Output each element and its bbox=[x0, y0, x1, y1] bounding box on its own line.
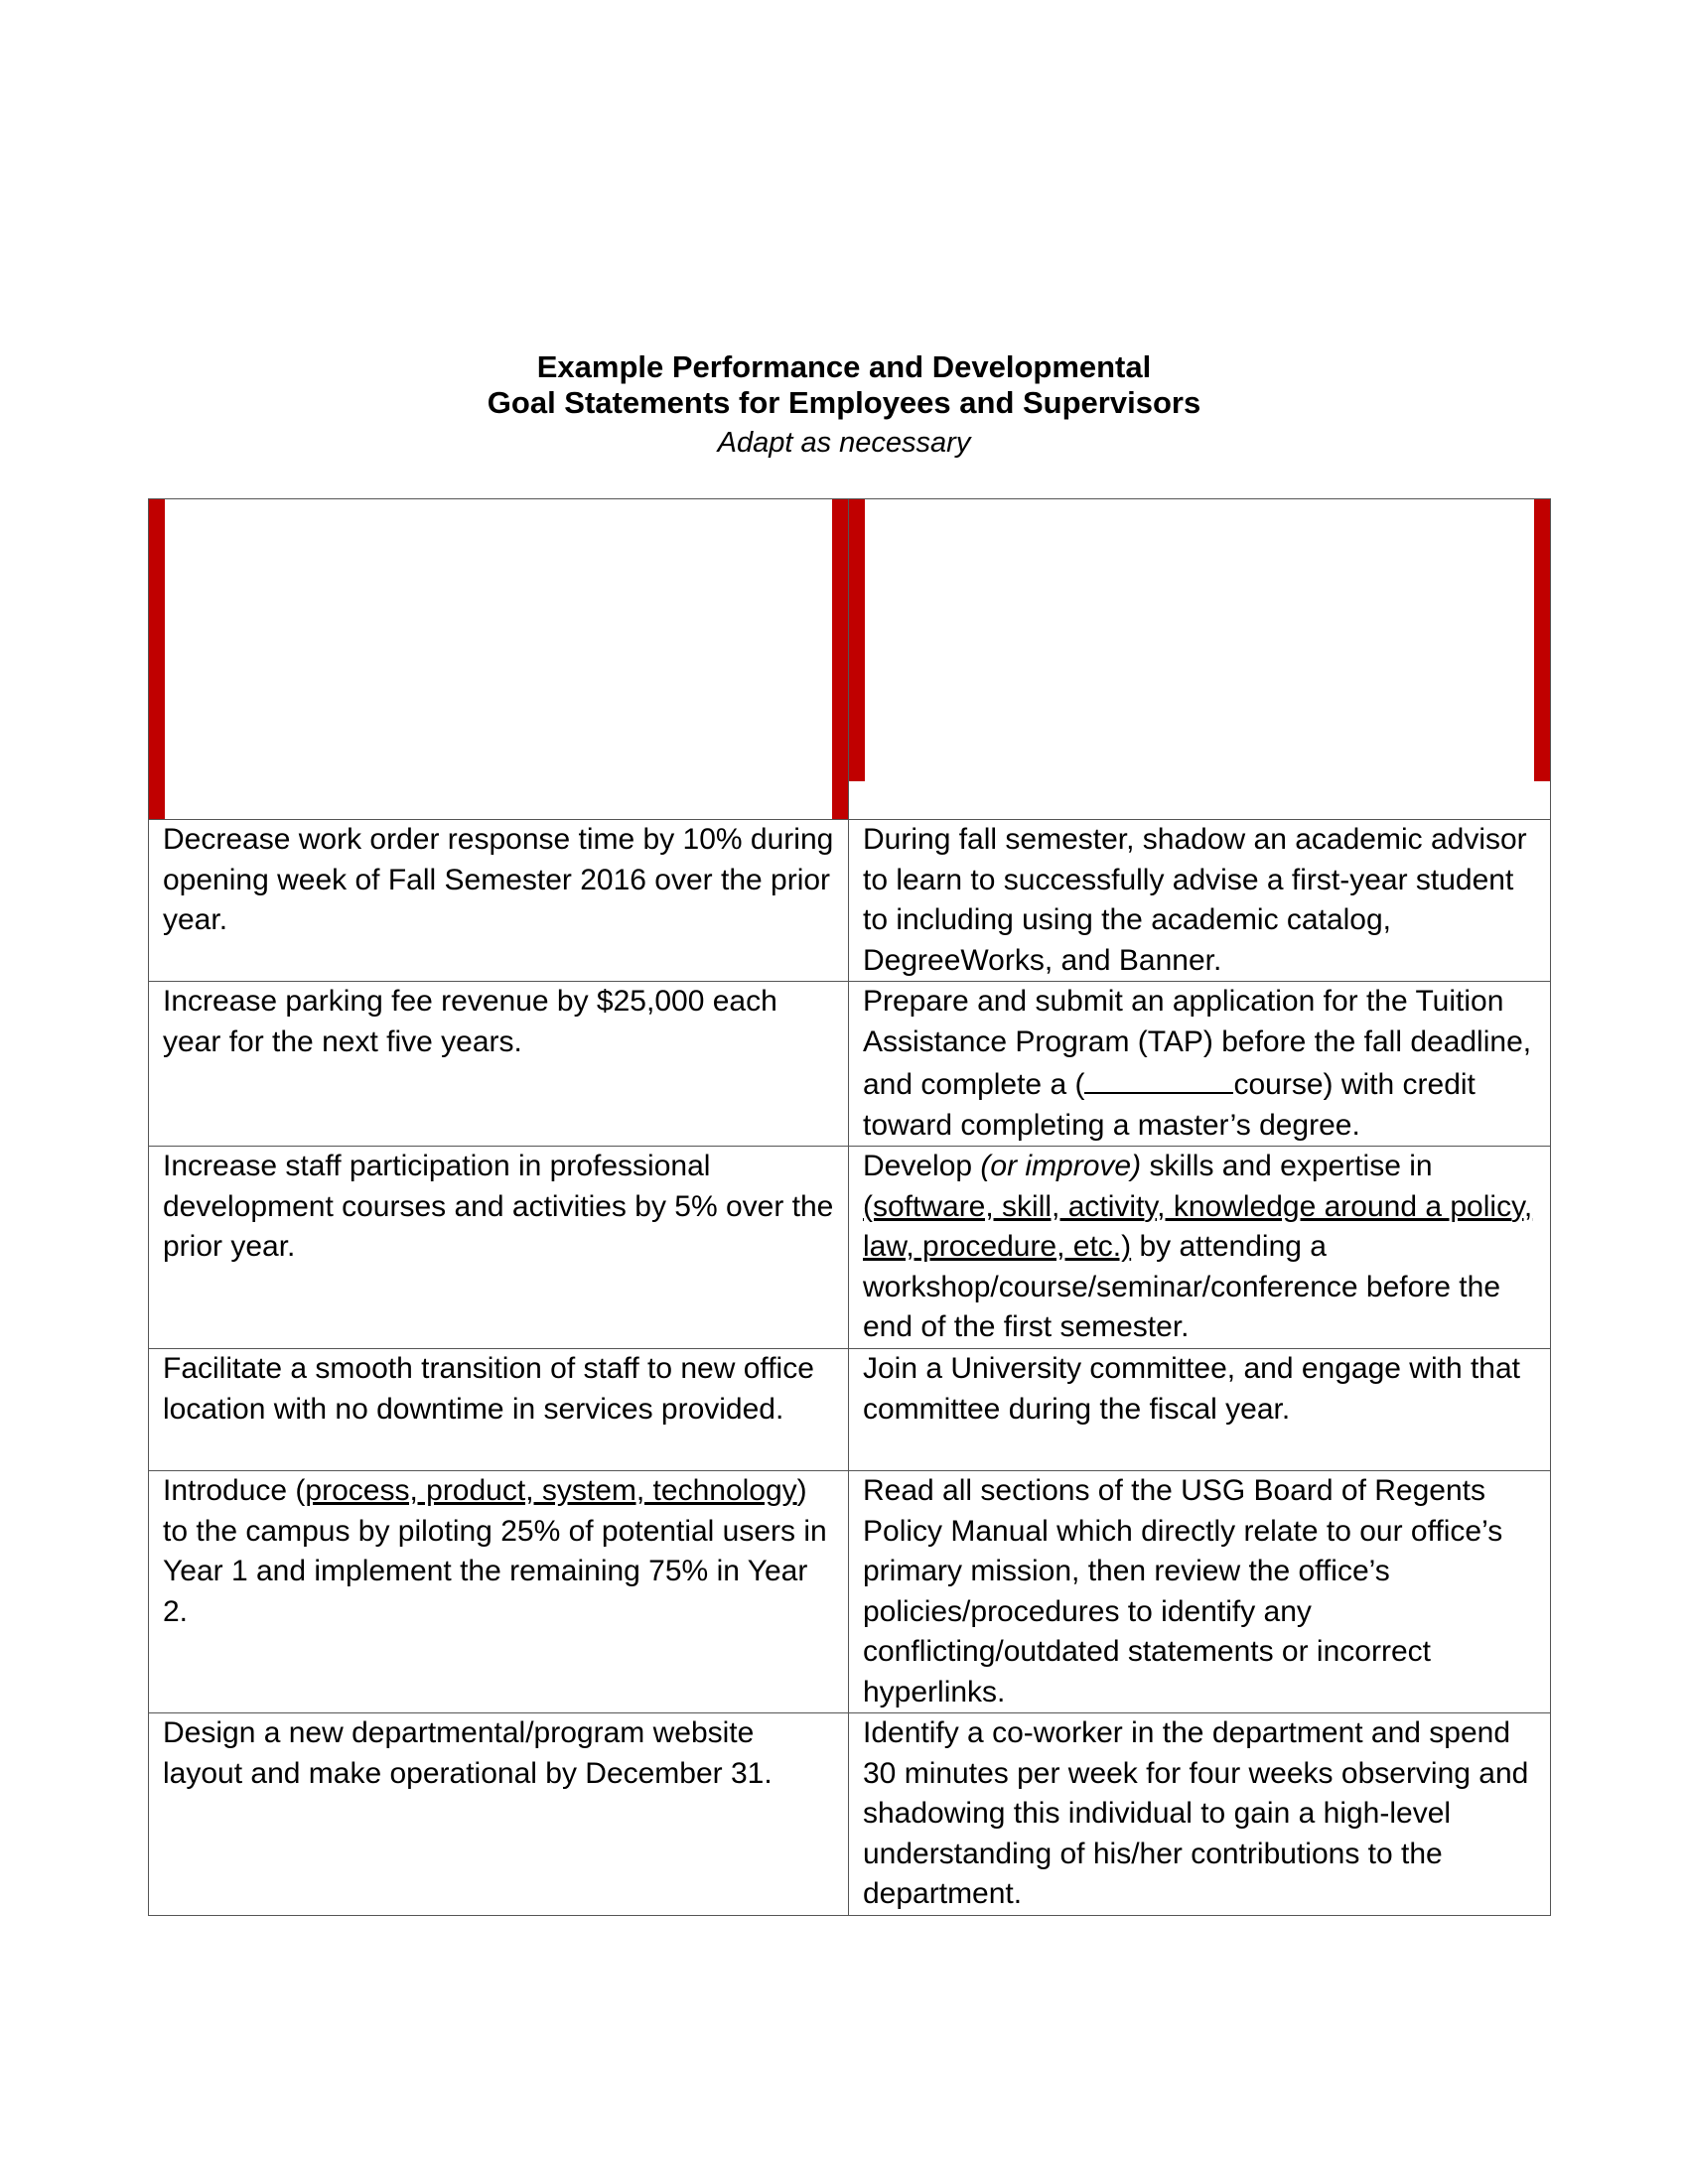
developmental-text-after-blank: course) with credit toward completing a master’s degree. bbox=[863, 1068, 1476, 1142]
developmental-text-part2: skills and expertise in bbox=[1141, 1150, 1433, 1182]
developmental-text-part3: by attending a workshop/course/seminar/conference before the end of the first semester. bbox=[863, 1230, 1501, 1343]
header-accent-bar-divider-left bbox=[832, 499, 848, 819]
performance-text-underlined: process, product, system, technology bbox=[305, 1474, 797, 1507]
table-row bbox=[149, 982, 1551, 1147]
table-row bbox=[149, 820, 1551, 982]
table-row bbox=[149, 1147, 1551, 1349]
goals-table bbox=[148, 498, 1551, 1916]
table-header-row bbox=[149, 499, 1551, 820]
developmental-text-part1: Develop bbox=[863, 1150, 981, 1182]
performance-text-part1: Introduce ( bbox=[163, 1474, 306, 1507]
developmental-goal-cell: Read all sections of the USG Board of Regents Policy Manual which directly relate to our office’s primary mission, then review the office’s policies/procedures to identify any conflicting/outdated statements or incorrect hyperlinks. bbox=[849, 1471, 1551, 1713]
performance-goal-cell: Increase staff participation in professional development courses and activities by 5% over the prior year. bbox=[149, 1147, 849, 1349]
performance-goal-cell: Facilitate a smooth transition of staff to new office location with no downtime in services provided. bbox=[149, 1349, 849, 1471]
developmental-goal-cell bbox=[849, 1147, 1551, 1349]
header-cell-performance bbox=[149, 499, 849, 820]
table-row bbox=[149, 1471, 1551, 1713]
document-title-line-1: Example Performance and Developmental bbox=[536, 349, 1152, 384]
header-accent-bar-right bbox=[1534, 499, 1550, 781]
document-subtitle: Adapt as necessary bbox=[717, 427, 971, 459]
performance-goal-cell: Decrease work order response time by 10% during opening week of Fall Semester 2016 over the prior year. bbox=[149, 820, 849, 982]
table-row bbox=[149, 1349, 1551, 1471]
developmental-goal-cell bbox=[849, 982, 1551, 1147]
developmental-text-underlined: (software, skill, activity, knowledge around a policy, law, procedure, etc.) bbox=[863, 1189, 1533, 1263]
document-title-line-2: Goal Statements for Employees and Supervisors bbox=[487, 385, 1201, 420]
header-cell-developmental bbox=[849, 499, 1551, 820]
header-accent-bar-left bbox=[149, 499, 165, 819]
developmental-goal-cell: During fall semester, shadow an academic advisor to learn to successfully advise a first-year student to including using the academic catalog, DegreeWorks, and Banner. bbox=[849, 820, 1551, 982]
table-row bbox=[149, 1713, 1551, 1916]
header-accent-bar-divider-right bbox=[849, 499, 865, 781]
performance-goal-cell bbox=[149, 1471, 849, 1713]
title-block bbox=[0, 349, 1688, 461]
performance-goal-cell: Increase parking fee revenue by $25,000 each year for the next five years. bbox=[149, 982, 849, 1147]
developmental-goal-cell: Identify a co-worker in the department and spend 30 minutes per week for four weeks observing and shadowing this individual to gain a high-level understanding of his/her contributions to the department. bbox=[849, 1713, 1551, 1916]
developmental-text-before-blank: Prepare and submit an application for the Tuition Assistance Program (TAP) before the fall deadline, and complete a ( bbox=[863, 985, 1532, 1101]
developmental-text-italic: (or improve) bbox=[980, 1150, 1142, 1182]
developmental-goal-cell: Join a University committee, and engage with that committee during the fiscal year. bbox=[849, 1349, 1551, 1471]
performance-text-part2: ) to the campus by piloting 25% of potential users in Year 1 and implement the remaining 75% in Year 2. bbox=[163, 1474, 827, 1628]
performance-goal-cell: Design a new departmental/program website layout and make operational by December 31. bbox=[149, 1713, 849, 1916]
fill-in-blank bbox=[1084, 1062, 1233, 1094]
